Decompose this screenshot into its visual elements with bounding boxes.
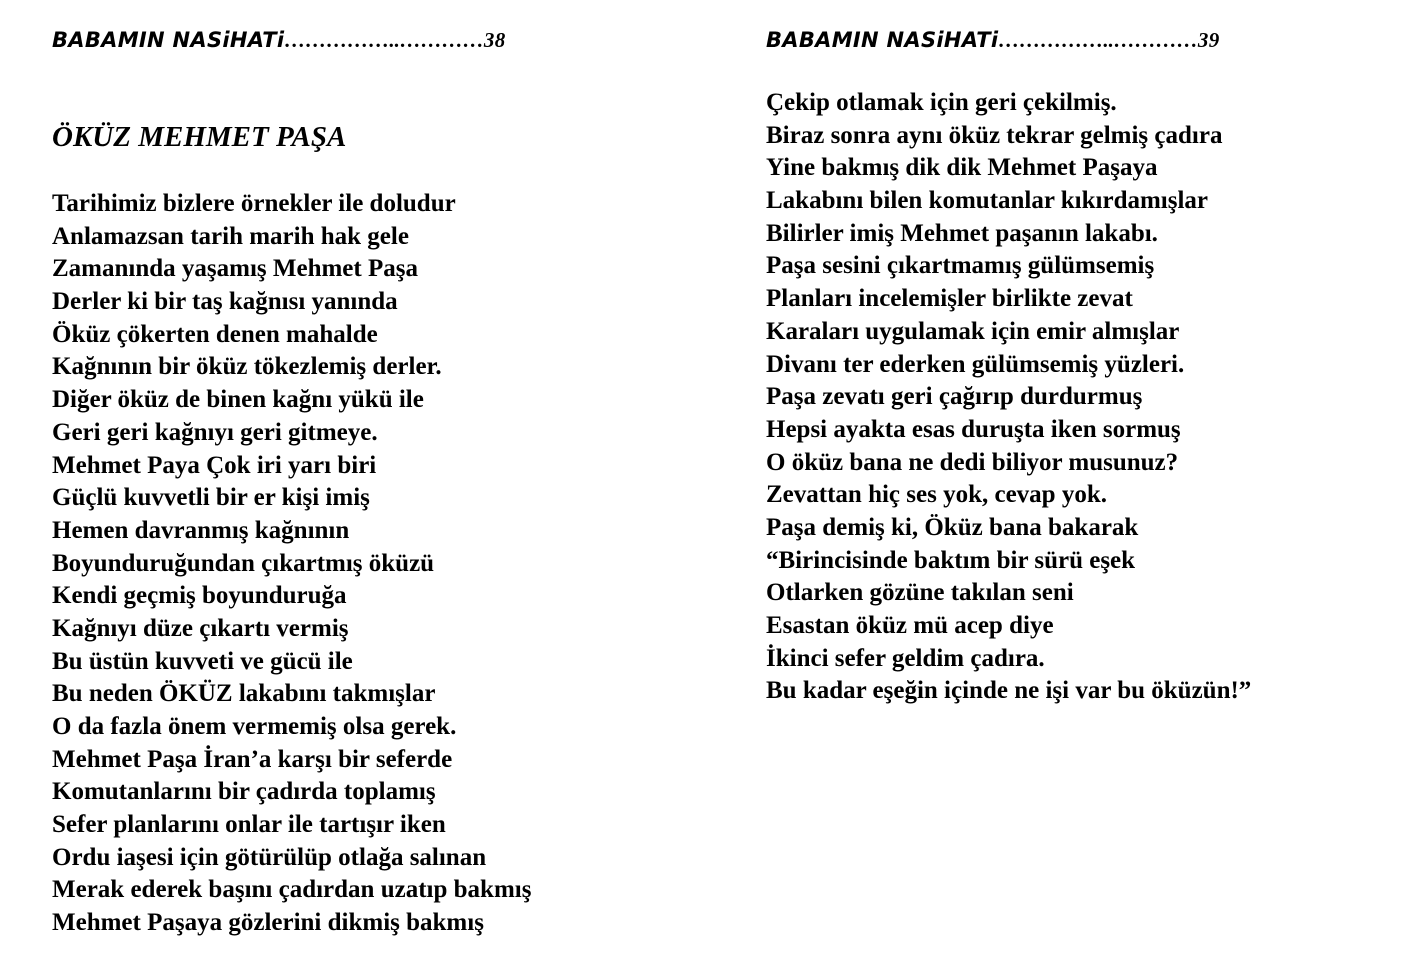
verse-line: O öküz bana ne dedi biliyor musunuz? — [766, 448, 1179, 476]
page-number: 39 — [1197, 28, 1220, 52]
verse-line: Çekip otlamak için geri çekilmiş. — [766, 89, 1117, 116]
verse-line: Sefer planlarını onlar ile tartışır iken — [52, 811, 446, 839]
verse-line: Yine bakmış dik dik Mehmet Paşaya — [766, 154, 1158, 182]
verse-line: Bilirler imiş Mehmet paşanın lakabı. — [766, 219, 1158, 247]
verse-line: İkinci sefer geldim çadıra. — [766, 644, 1045, 672]
verse-line: Anlamazsan tarih marih hak gele — [52, 222, 409, 250]
verse-line: Esastan öküz mü acep diye — [766, 612, 1054, 639]
verse-line: Tarihimiz bizlere örnekler ile doludur — [52, 190, 456, 217]
verse-line: Divanı ter ederken gülümsemiş yüzleri. — [766, 350, 1185, 378]
verse-line: Boyunduruğundan çıkartmış öküzü — [52, 549, 435, 577]
verse-line: Ordu iaşesi için götürülüp otlağa salınan — [52, 843, 487, 871]
book-title: BABAMIN NASiHATi — [766, 28, 999, 52]
verse-line: Geri geri kağnıyı geri gitmeye. — [52, 418, 378, 446]
verse-line: Mehmet Paya Çok iri yarı biri — [52, 451, 377, 479]
verse-line: Merak ederek başını çadırdan uzatıp bakmış — [52, 876, 532, 904]
header-dot-leader: ……………..………… — [998, 28, 1198, 52]
verse-line: Otlarken gözüne takılan seni — [766, 579, 1074, 607]
verse-line: Zamanında yaşamış Mehmet Paşa — [52, 255, 418, 283]
verse-line: Hepsi ayakta esas duruşta iken sormuş — [766, 415, 1181, 443]
verse-line: Diğer öküz de binen kağnı yükü ile — [52, 386, 424, 414]
right-page — [766, 0, 1386, 959]
verse-line: Bu neden ÖKÜZ lakabını takmışlar — [52, 680, 436, 708]
verse-line: Paşa demiş ki, Öküz bana bakarak — [766, 513, 1139, 541]
running-header — [766, 26, 1220, 54]
verse-line: Öküz çökerten denen mahalde — [52, 320, 378, 348]
verse-line: Komutanlarını bir çadırda toplamış — [52, 778, 436, 806]
header-dot-leader: ……………..………… — [284, 28, 484, 52]
verse-line: Paşa zevatı geri çağırıp durdurmuş — [766, 383, 1143, 411]
poem-body — [52, 188, 531, 940]
verse-line: Biraz sonra aynı öküz tekrar gelmiş çadıra — [766, 121, 1223, 149]
verse-line: Paşa sesini çıkartmamış gülümsemiş — [766, 252, 1155, 280]
verse-line: Bu üstün kuvveti ve gücü ile — [52, 647, 353, 675]
verse-line: Kağnıyı düze çıkartı vermiş — [52, 614, 349, 642]
book-title: BABAMIN NASiHATi — [52, 28, 285, 52]
verse-line: Mehmet Paşaya gözlerini dikmiş bakmış — [52, 909, 484, 937]
verse-line: Karaları uygulamak için emir almışlar — [766, 317, 1180, 345]
verse-line: Lakabını bilen komutanlar kıkırdamışlar — [766, 187, 1209, 215]
running-header — [52, 26, 506, 54]
left-page — [52, 0, 692, 959]
verse-line: Güçlü kuvvetli bir er kişi imiş — [52, 484, 370, 512]
verse-line: Planları incelemişler birlikte zevat — [766, 285, 1133, 313]
verse-line: “Birincisinde baktım bir sürü eşek — [766, 546, 1136, 574]
verse-line: Bu kadar eşeğin içinde ne işi var bu öküzün!” — [766, 677, 1252, 705]
page-number: 38 — [483, 28, 506, 52]
verse-line: Hemen davranmış kağnının — [52, 516, 350, 544]
poem-body — [766, 87, 1251, 708]
verse-line: Zevattan hiç ses yok, cevap yok. — [766, 481, 1107, 509]
verse-line: Mehmet Paşa İran’a karşı bir seferde — [52, 745, 453, 773]
poem-title: ÖKÜZ MEHMET PAŞA — [52, 121, 347, 153]
verse-line: Kendi geçmiş boyunduruğa — [52, 582, 347, 610]
verse-line: Derler ki bir taş kağnısı yanında — [52, 288, 398, 316]
verse-line: O da fazla önem vermemiş olsa gerek. — [52, 713, 457, 740]
verse-line: Kağnının bir öküz tökezlemiş derler. — [52, 353, 442, 381]
